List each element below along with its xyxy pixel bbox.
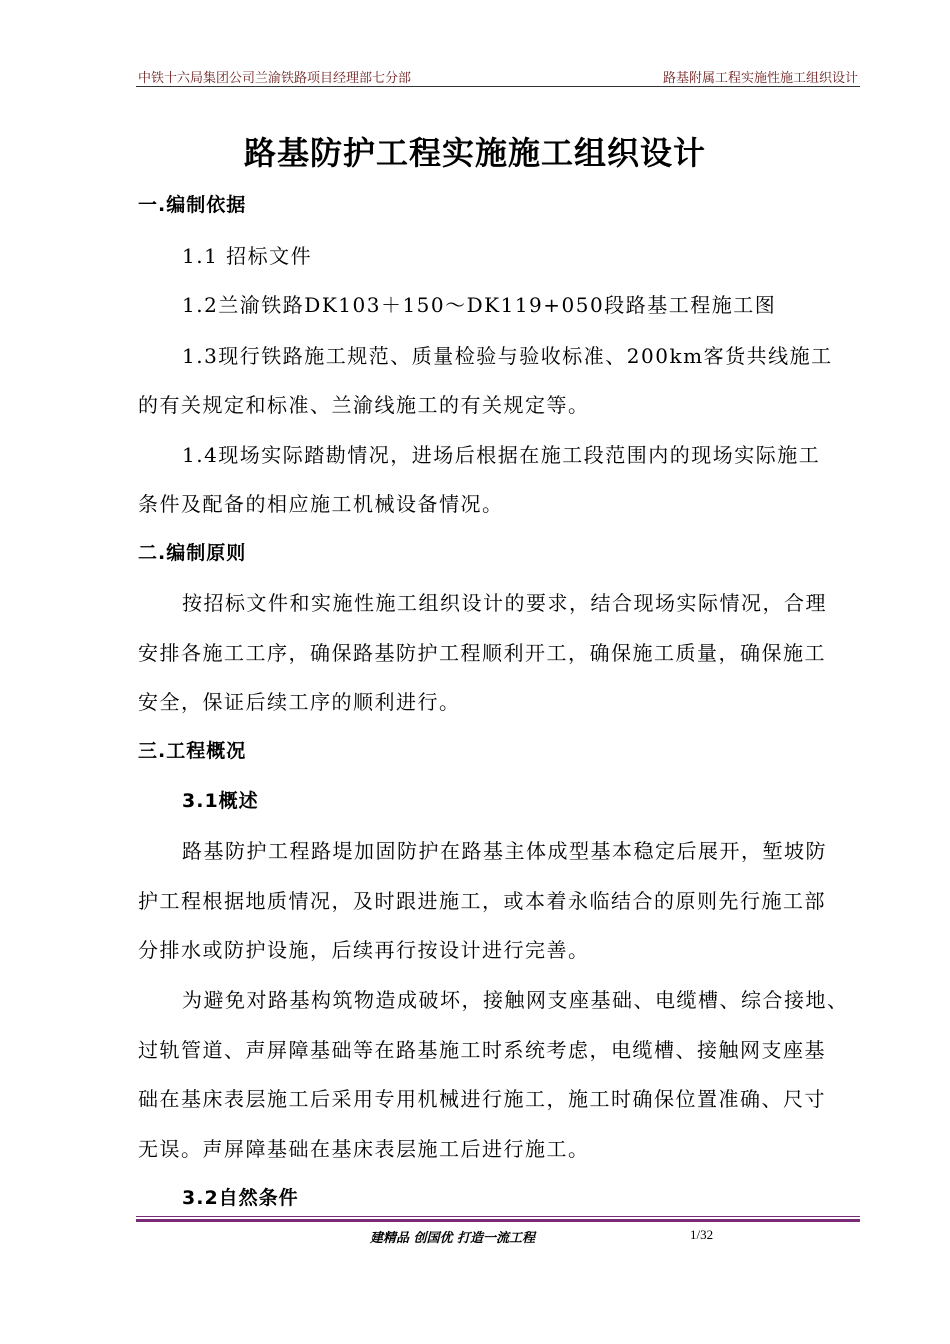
header-project-name: 中铁十六局集团公司兰渝铁路项目经理部七分部 — [138, 71, 412, 86]
item-1-4-line-1: 1.4现场实际踏勘情况，进场后根据在施工段范围内的现场实际施工 — [182, 443, 821, 467]
item-1-3-line-1: 1.3现行铁路施工规范、质量检验与验收标准、200km客货共线施工 — [182, 344, 833, 368]
section-1-heading: 一.编制依据 — [138, 194, 247, 216]
section-2-para-line-2: 安排各施工工序，确保路基防护工程顺利开工，确保施工质量，确保施工 — [138, 641, 826, 665]
section-2-para-line-1: 按招标文件和实施性施工组织设计的要求，结合现场实际情况，合理 — [182, 591, 827, 615]
section-2-heading: 二.编制原则 — [138, 542, 247, 564]
section-2-para-line-3: 安全，保证后续工序的顺利进行。 — [138, 690, 461, 714]
section-3-1-para-2-line-3: 础在基床表层施工后采用专用机械进行施工，施工时确保位置准确、尺寸 — [138, 1087, 826, 1111]
header-divider — [136, 86, 860, 87]
page-number: 1/32 — [690, 1227, 714, 1242]
header-document-name: 路基附属工程实施性施工组织设计 — [662, 71, 858, 86]
subsection-3-1-heading: 3.1概述 — [182, 790, 259, 812]
section-3-1-para-2-line-4: 无误。声屏障基础在基床表层施工后进行施工。 — [138, 1137, 590, 1161]
item-1-3-line-2: 的有关规定和标准、兰渝线施工的有关规定等。 — [138, 393, 590, 417]
footer-motto: 建精品 创国优 打造一流工程 — [370, 1231, 536, 1246]
section-3-1-para-2-line-2: 过轨管道、声屏障基础等在路基施工时系统考虑，电缆槽、接触网支座基 — [138, 1038, 826, 1062]
item-1-4-line-2: 条件及配备的相应施工机械设备情况。 — [138, 492, 504, 516]
item-1-2: 1.2兰渝铁路DK103＋150～DK119+050段路基工程施工图 — [182, 293, 777, 317]
section-3-1-para-1-line-1: 路基防护工程路堤加固防护在路基主体成型基本稳定后展开，堑坡防 — [182, 839, 827, 863]
section-3-1-para-1-line-2: 护工程根据地质情况，及时跟进施工，或本着永临结合的原则先行施工部 — [138, 889, 826, 913]
document-title: 路基防护工程实施施工组织设计 — [243, 134, 706, 172]
footer-divider-thin — [136, 1216, 860, 1217]
footer-divider-thick — [136, 1219, 860, 1222]
item-1-1: 1.1 招标文件 — [182, 244, 313, 268]
subsection-3-2-heading: 3.2自然条件 — [182, 1187, 299, 1209]
section-3-1-para-1-line-3: 分排水或防护设施，后续再行按设计进行完善。 — [138, 938, 590, 962]
section-3-heading: 三.工程概况 — [138, 740, 247, 762]
section-3-1-para-2-line-1: 为避免对路基构筑物造成破坏，接触网支座基础、电缆槽、综合接地、 — [182, 988, 849, 1012]
